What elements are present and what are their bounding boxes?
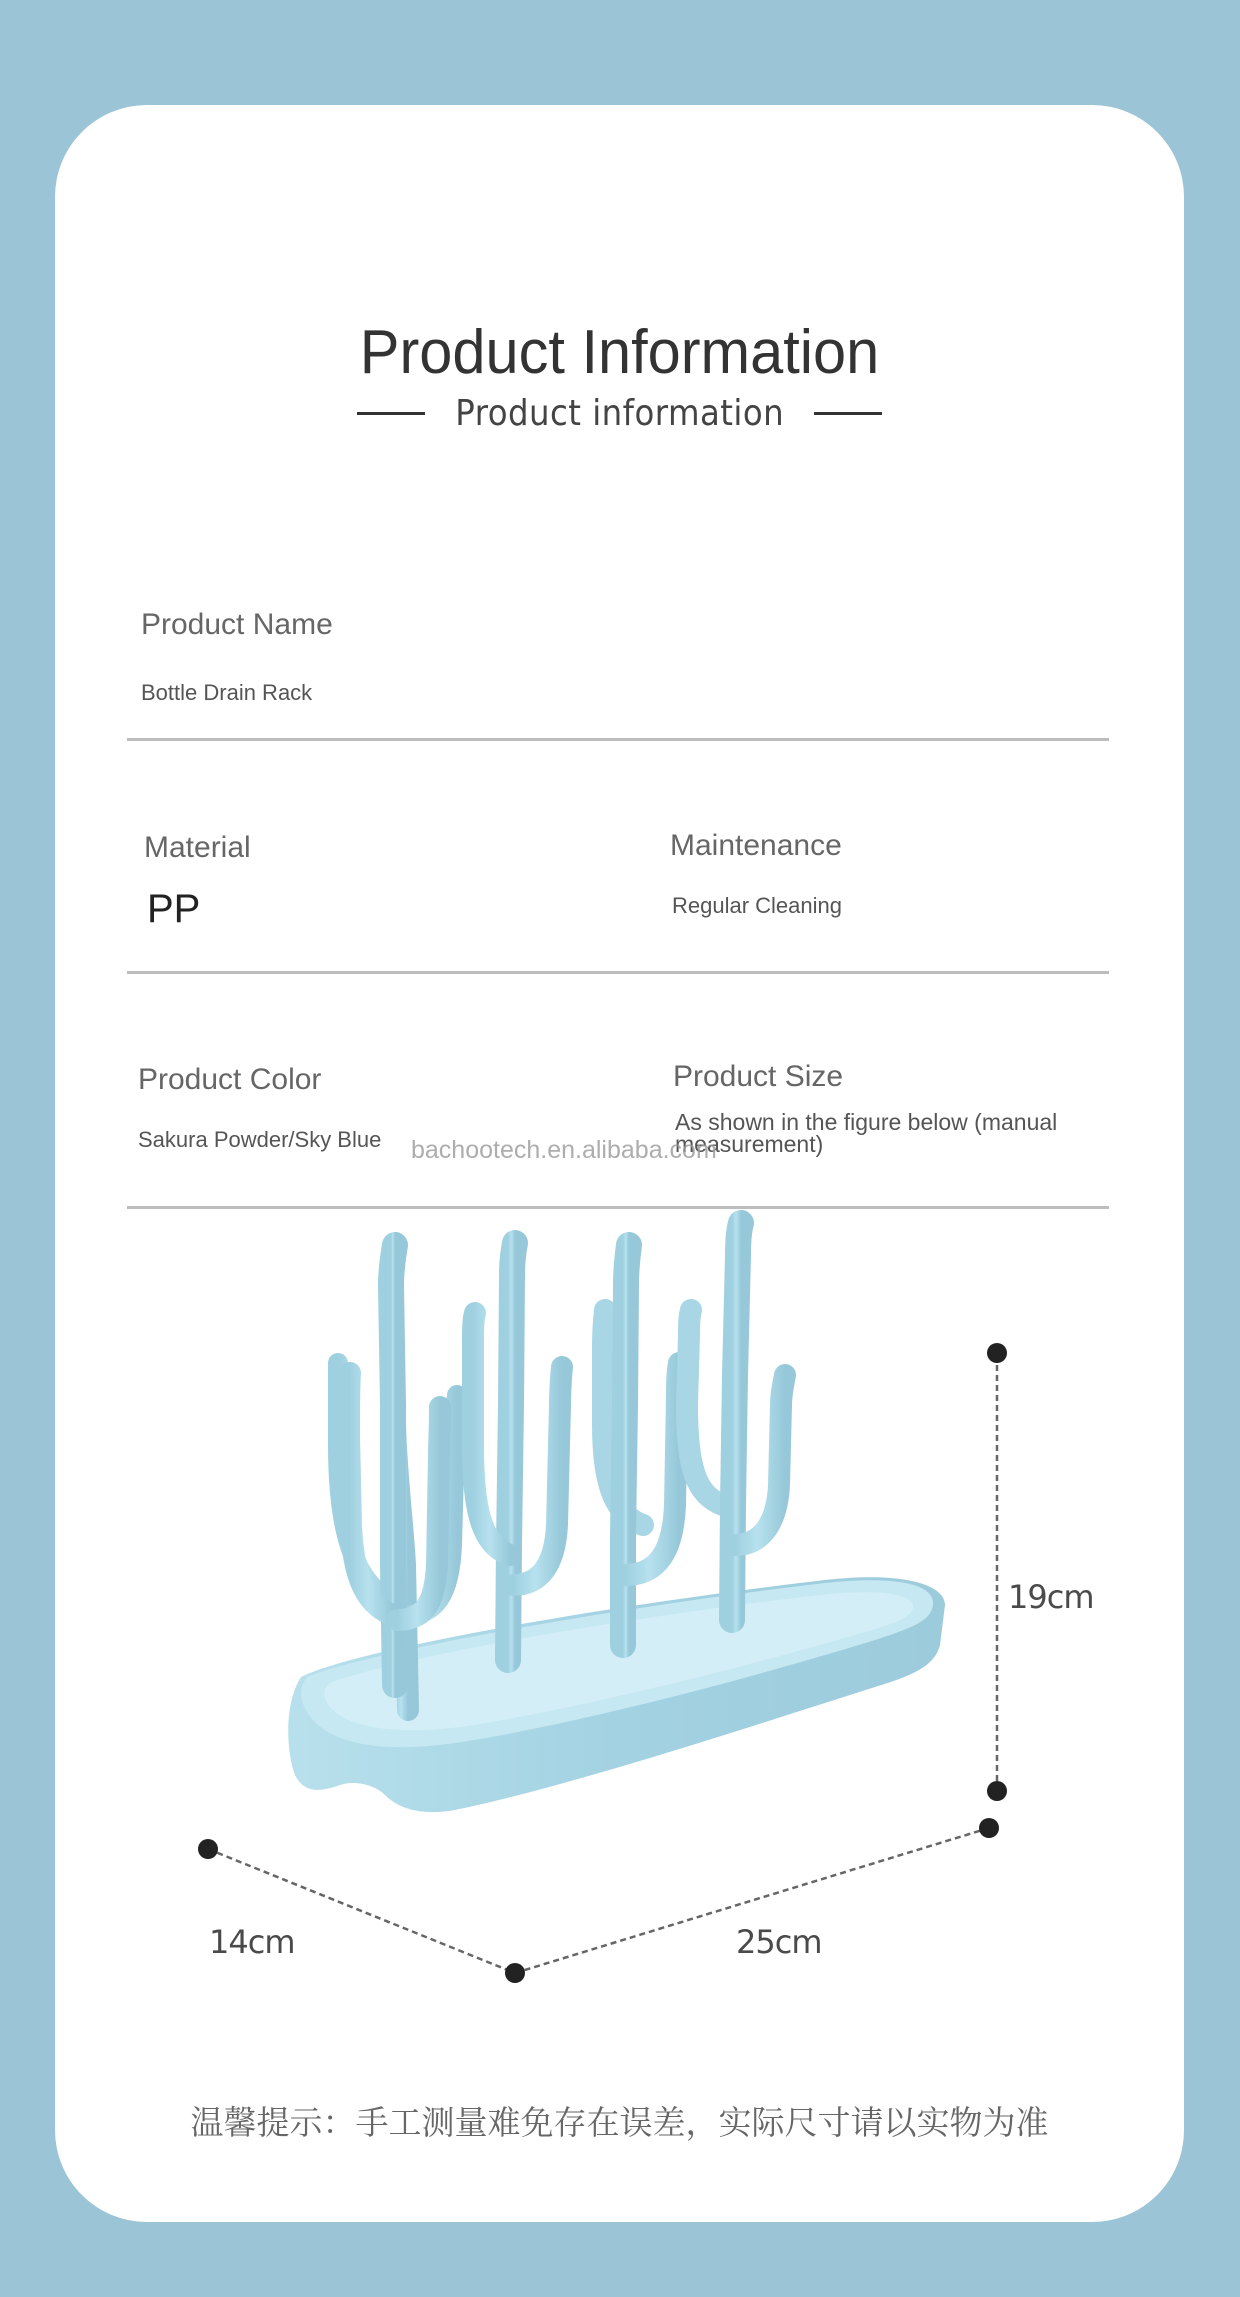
depth-left-marker [198,1839,218,1859]
info-card [55,105,1184,2222]
product-figure [55,105,1184,2222]
height-dimension-label: 19cm [1008,1578,1094,1616]
page-subtitle: Product information [455,393,784,434]
product-size-value: As shown in the figure below (manual measurement) [675,1109,1058,1157]
measurement-disclaimer: 温馨提示：手工测量难免存在误差，实际尺寸请以实物为准 [190,2103,1049,2142]
product-color-value: Sakura Powder/Sky Blue [138,1127,382,1152]
product-size-label: Product Size [673,1060,844,1093]
maintenance-label: Maintenance [670,829,842,862]
height-top-marker [987,1343,1007,1363]
material-label: Material [144,831,251,864]
product-color-label: Product Color [138,1063,322,1096]
corner-marker [505,1963,525,1983]
product-name-value: Bottle Drain Rack [141,680,313,705]
page-title: Product Information [359,317,880,387]
maintenance-value: Regular Cleaning [672,893,842,918]
length-right-marker [979,1818,999,1838]
material-value: PP [147,887,201,931]
depth-dimension-label: 14cm [209,1923,295,1961]
height-bottom-marker [987,1781,1007,1801]
watermark: bachootech.en.alibaba.com [411,1136,717,1164]
length-dimension-label: 25cm [736,1923,822,1961]
product-name-label: Product Name [141,608,333,641]
